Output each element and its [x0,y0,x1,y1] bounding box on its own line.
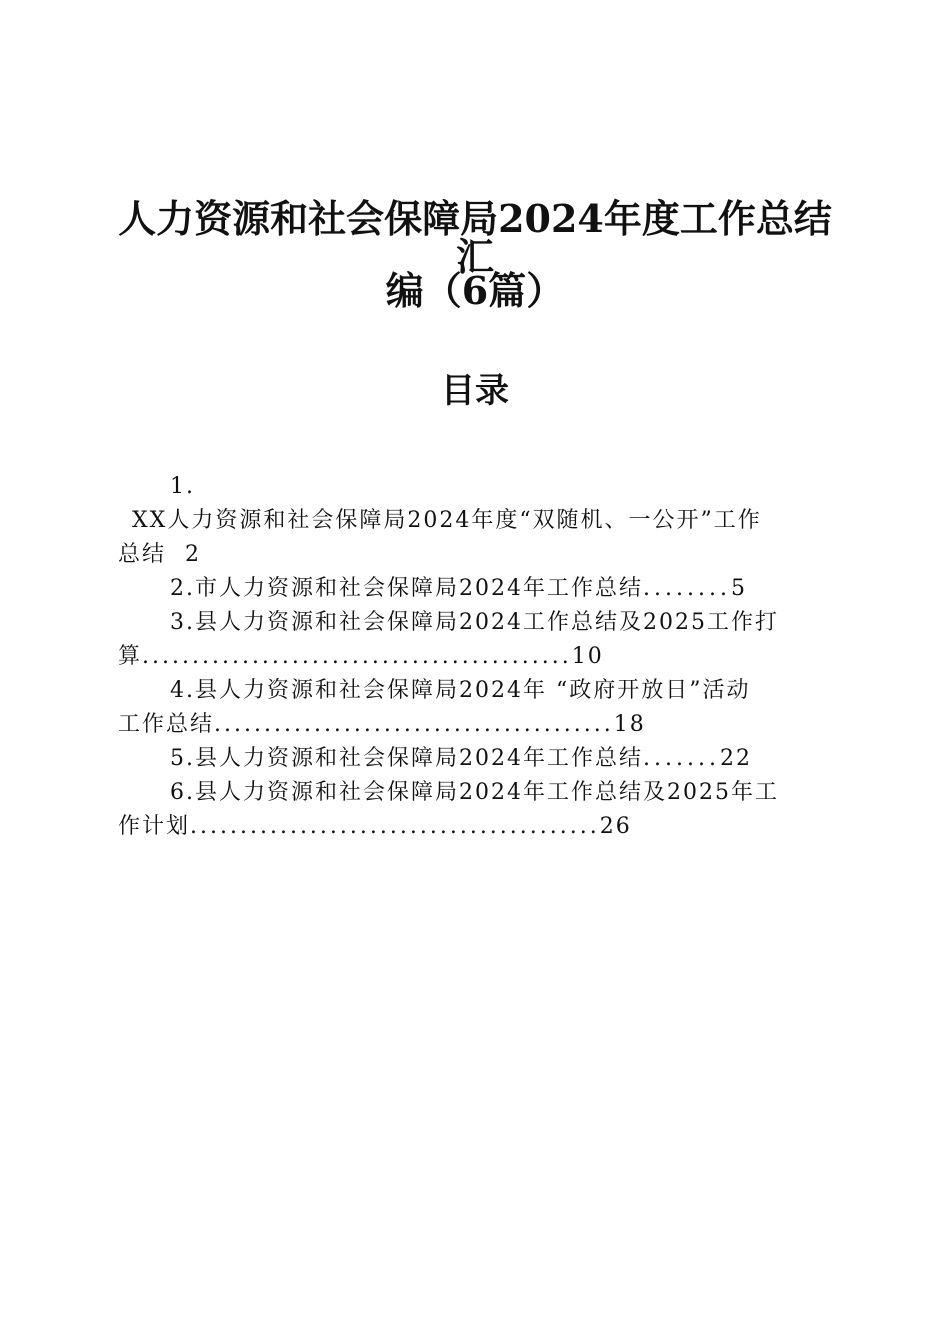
toc-item-title: 县人力资源和社会保障局2024工作总结及2025工作打 [195,610,779,635]
table-of-contents [118,470,828,844]
toc-item-leader-dots: ......................................... [190,814,600,839]
toc-item-leader-dots: ........................................ [214,712,614,737]
toc-item-4[interactable] [118,674,828,708]
toc-item-5[interactable] [118,742,828,776]
toc-item-number: 6. [170,780,195,805]
document-title-line-2: 编（6篇） [385,268,565,313]
toc-item-number: 5. [170,746,195,771]
toc-item-4-continuation[interactable] [118,708,828,742]
toc-item-title: 县人力资源和社会保障局2024年 “政府开放日”活动 [195,678,751,703]
toc-item-title: 市人力资源和社会保障局2024年工作总结 [195,576,643,601]
toc-item-6-continuation[interactable] [118,810,828,844]
toc-item-6[interactable] [118,776,828,810]
toc-item-page: 26 [599,814,632,839]
toc-item-leader-dots: ....... [643,746,720,771]
toc-item-3-continuation[interactable] [118,640,828,674]
toc-heading: 目录 [441,371,509,411]
toc-item-2[interactable] [118,572,828,606]
toc-item-leader-dots: ........................................... [142,644,572,669]
toc-item-number: 3. [170,610,195,635]
toc-item-leader-dots: ........ [643,576,731,601]
toc-item-3[interactable] [118,606,828,640]
toc-item-page: 10 [571,644,604,669]
toc-item-title: 工作总结 [118,712,215,737]
toc-item-page: 2 [185,542,202,567]
toc-item-page: 18 [613,712,646,737]
toc-item-title: 作计划 [118,814,191,839]
toc-item-number: 4. [170,678,195,703]
toc-item-title: 算 [118,644,143,669]
toc-item-number: 2. [170,576,195,601]
document-title-line-1: 人力资源和社会保障局2024年度工作总结汇 [118,196,832,279]
toc-item-page: 22 [719,746,752,771]
toc-item-title: 县人力资源和社会保障局2024年工作总结 [195,746,643,771]
toc-item-1-title-line[interactable] [118,504,828,538]
toc-item-title: 县人力资源和社会保障局2024年工作总结及2025年工 [195,780,779,805]
toc-item-number: 1. [170,474,195,499]
toc-item-1-continuation[interactable] [118,538,828,572]
toc-item-page: 5 [730,576,747,601]
toc-item-title: 总结 [118,542,167,567]
toc-item-title: XX人力资源和社会保障局2024年度“双随机、一公开”工作 [132,508,762,533]
toc-item-1-number-line[interactable] [118,470,828,504]
